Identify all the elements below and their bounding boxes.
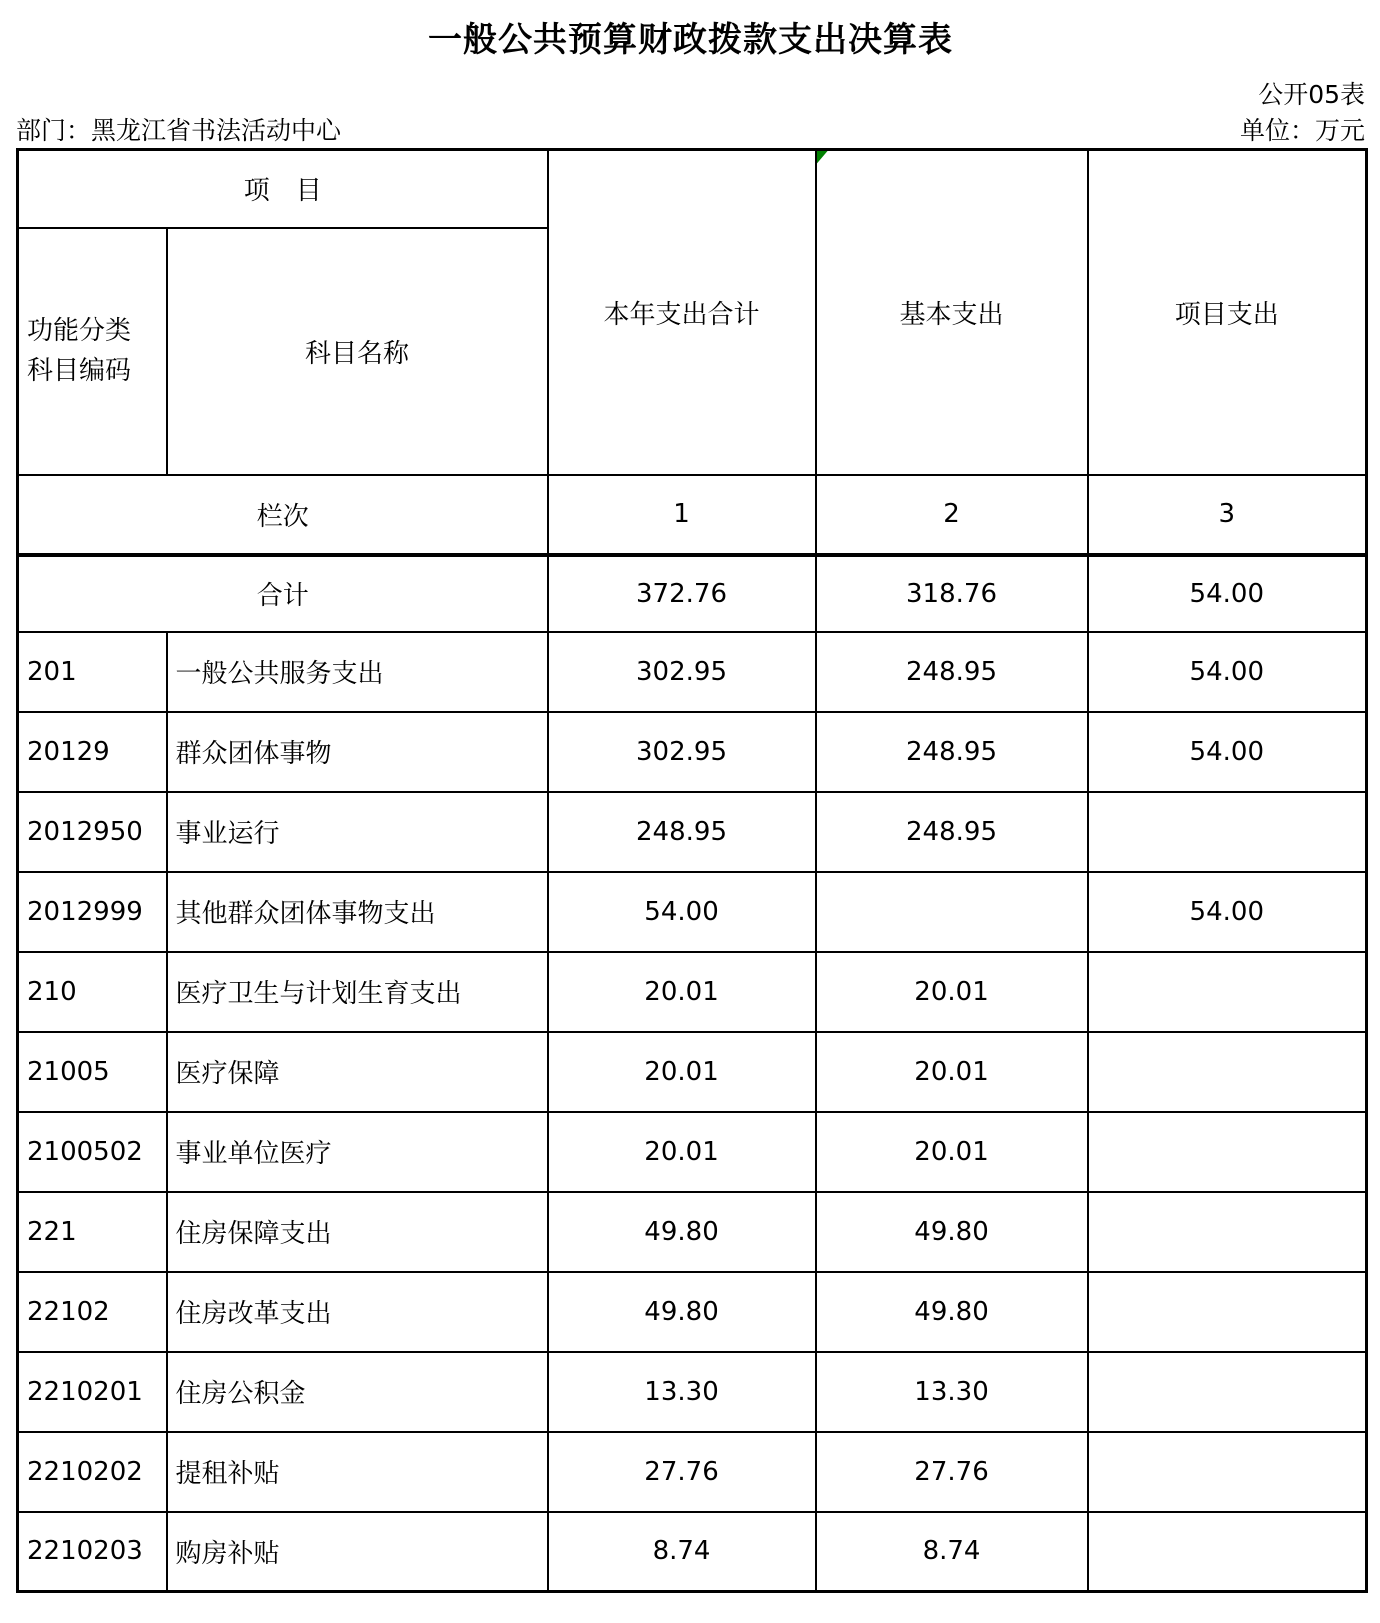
cell-basic-expenditure: 13.30 — [816, 1352, 1088, 1432]
header-project-expenditure-column: 项目支出 — [1088, 150, 1367, 475]
green-corner-marker-icon — [817, 151, 828, 164]
cell-function-code: 210 — [18, 952, 167, 1032]
total-row-basic: 318.76 — [816, 555, 1088, 632]
cell-basic-expenditure: 248.95 — [816, 792, 1088, 872]
unit-label: 单位：万元 — [1239, 116, 1365, 145]
cell-subject-name: 提租补贴 — [167, 1432, 548, 1512]
cell-total-expenditure: 248.95 — [548, 792, 816, 872]
cell-project-expenditure — [1088, 952, 1367, 1032]
department-label: 部门：黑龙江省书法活动中心 — [16, 116, 342, 145]
header-function-code-line2: 科目编码 — [27, 356, 132, 386]
table-row — [18, 952, 1367, 1032]
column-index-2: 2 — [816, 475, 1088, 555]
cell-subject-name: 住房保障支出 — [167, 1192, 548, 1272]
cell-basic-expenditure: 248.95 — [816, 632, 1088, 712]
cell-subject-name: 一般公共服务支出 — [167, 632, 548, 712]
cell-total-expenditure: 302.95 — [548, 712, 816, 792]
cell-project-expenditure — [1088, 1432, 1367, 1512]
table-row — [18, 1352, 1367, 1432]
table-row — [18, 872, 1367, 952]
cell-subject-name: 其他群众团体事物支出 — [167, 872, 548, 952]
cell-project-expenditure: 54.00 — [1088, 712, 1367, 792]
table-row — [18, 792, 1367, 872]
cell-basic-expenditure: 49.80 — [816, 1272, 1088, 1352]
cell-basic-expenditure: 27.76 — [816, 1432, 1088, 1512]
cell-function-code: 221 — [18, 1192, 167, 1272]
document-content — [16, 0, 1365, 1593]
total-row-label: 合计 — [18, 555, 548, 632]
cell-project-expenditure: 54.00 — [1088, 632, 1367, 712]
column-index-label: 栏次 — [18, 475, 548, 555]
table-row — [18, 1512, 1367, 1592]
cell-project-expenditure — [1088, 1272, 1367, 1352]
header-function-code — [18, 228, 167, 475]
cell-function-code: 2210203 — [18, 1512, 167, 1592]
cell-function-code: 21005 — [18, 1032, 167, 1112]
table-row — [18, 1112, 1367, 1192]
cell-subject-name: 购房补贴 — [167, 1512, 548, 1592]
cell-total-expenditure: 49.80 — [548, 1272, 816, 1352]
table-row — [18, 632, 1367, 712]
cell-basic-expenditure — [816, 872, 1088, 952]
cell-total-expenditure: 20.01 — [548, 1112, 816, 1192]
cell-subject-name: 住房改革支出 — [167, 1272, 548, 1352]
cell-total-expenditure: 20.01 — [548, 952, 816, 1032]
cell-subject-name: 事业单位医疗 — [167, 1112, 548, 1192]
table-row — [18, 1432, 1367, 1512]
table-row — [18, 712, 1367, 792]
page-title: 一般公共预算财政拨款支出决算表 — [428, 20, 953, 60]
cell-total-expenditure: 54.00 — [548, 872, 816, 952]
cell-function-code: 22102 — [18, 1272, 167, 1352]
cell-project-expenditure — [1088, 1192, 1367, 1272]
cell-project-expenditure — [1088, 1512, 1367, 1592]
header-total-expenditure-column: 本年支出合计 — [548, 150, 816, 475]
table-row — [18, 1272, 1367, 1352]
cell-project-expenditure — [1088, 1112, 1367, 1192]
cell-function-code: 2100502 — [18, 1112, 167, 1192]
cell-total-expenditure: 8.74 — [548, 1512, 816, 1592]
header-project-group: 项 目 — [18, 150, 548, 228]
cell-subject-name: 事业运行 — [167, 792, 548, 872]
total-row-project: 54.00 — [1088, 555, 1367, 632]
cell-basic-expenditure: 248.95 — [816, 712, 1088, 792]
cell-total-expenditure: 49.80 — [548, 1192, 816, 1272]
cell-function-code: 2012999 — [18, 872, 167, 952]
column-index-3: 3 — [1088, 475, 1367, 555]
cell-basic-expenditure: 20.01 — [816, 952, 1088, 1032]
cell-function-code: 2210202 — [18, 1432, 167, 1512]
header-basic-expenditure-label: 基本支出 — [899, 299, 1004, 330]
cell-total-expenditure: 20.01 — [548, 1032, 816, 1112]
total-row — [18, 555, 1367, 632]
cell-total-expenditure: 27.76 — [548, 1432, 816, 1512]
cell-project-expenditure — [1088, 1352, 1367, 1432]
expenditure-table — [16, 148, 1368, 1593]
table-row — [18, 1032, 1367, 1112]
cell-project-expenditure — [1088, 792, 1367, 872]
header-subject-name: 科目名称 — [167, 228, 548, 475]
cell-function-code: 201 — [18, 632, 167, 712]
cell-subject-name: 医疗卫生与计划生育支出 — [167, 952, 548, 1032]
cell-function-code: 20129 — [18, 712, 167, 792]
cell-subject-name: 群众团体事物 — [167, 712, 548, 792]
cell-basic-expenditure: 49.80 — [816, 1192, 1088, 1272]
cell-total-expenditure: 302.95 — [548, 632, 816, 712]
cell-function-code: 2210201 — [18, 1352, 167, 1432]
column-index-1: 1 — [548, 475, 816, 555]
header-basic-expenditure-column — [816, 150, 1088, 475]
cell-total-expenditure: 13.30 — [548, 1352, 816, 1432]
cell-subject-name: 住房公积金 — [167, 1352, 548, 1432]
cell-basic-expenditure: 20.01 — [816, 1032, 1088, 1112]
header-row-project — [18, 150, 1367, 228]
cell-basic-expenditure: 8.74 — [816, 1512, 1088, 1592]
cell-basic-expenditure: 20.01 — [816, 1112, 1088, 1192]
cell-project-expenditure: 54.00 — [1088, 872, 1367, 952]
meta-line — [16, 112, 1365, 146]
cell-function-code: 2012950 — [18, 792, 167, 872]
total-row-total: 372.76 — [548, 555, 816, 632]
header-function-code-line1: 功能分类 — [27, 315, 132, 346]
cell-subject-name: 医疗保障 — [167, 1032, 548, 1112]
table-row — [18, 1192, 1367, 1272]
column-index-row — [18, 475, 1367, 555]
cell-project-expenditure — [1088, 1032, 1367, 1112]
table-code-label: 公开05表 — [1258, 80, 1365, 109]
